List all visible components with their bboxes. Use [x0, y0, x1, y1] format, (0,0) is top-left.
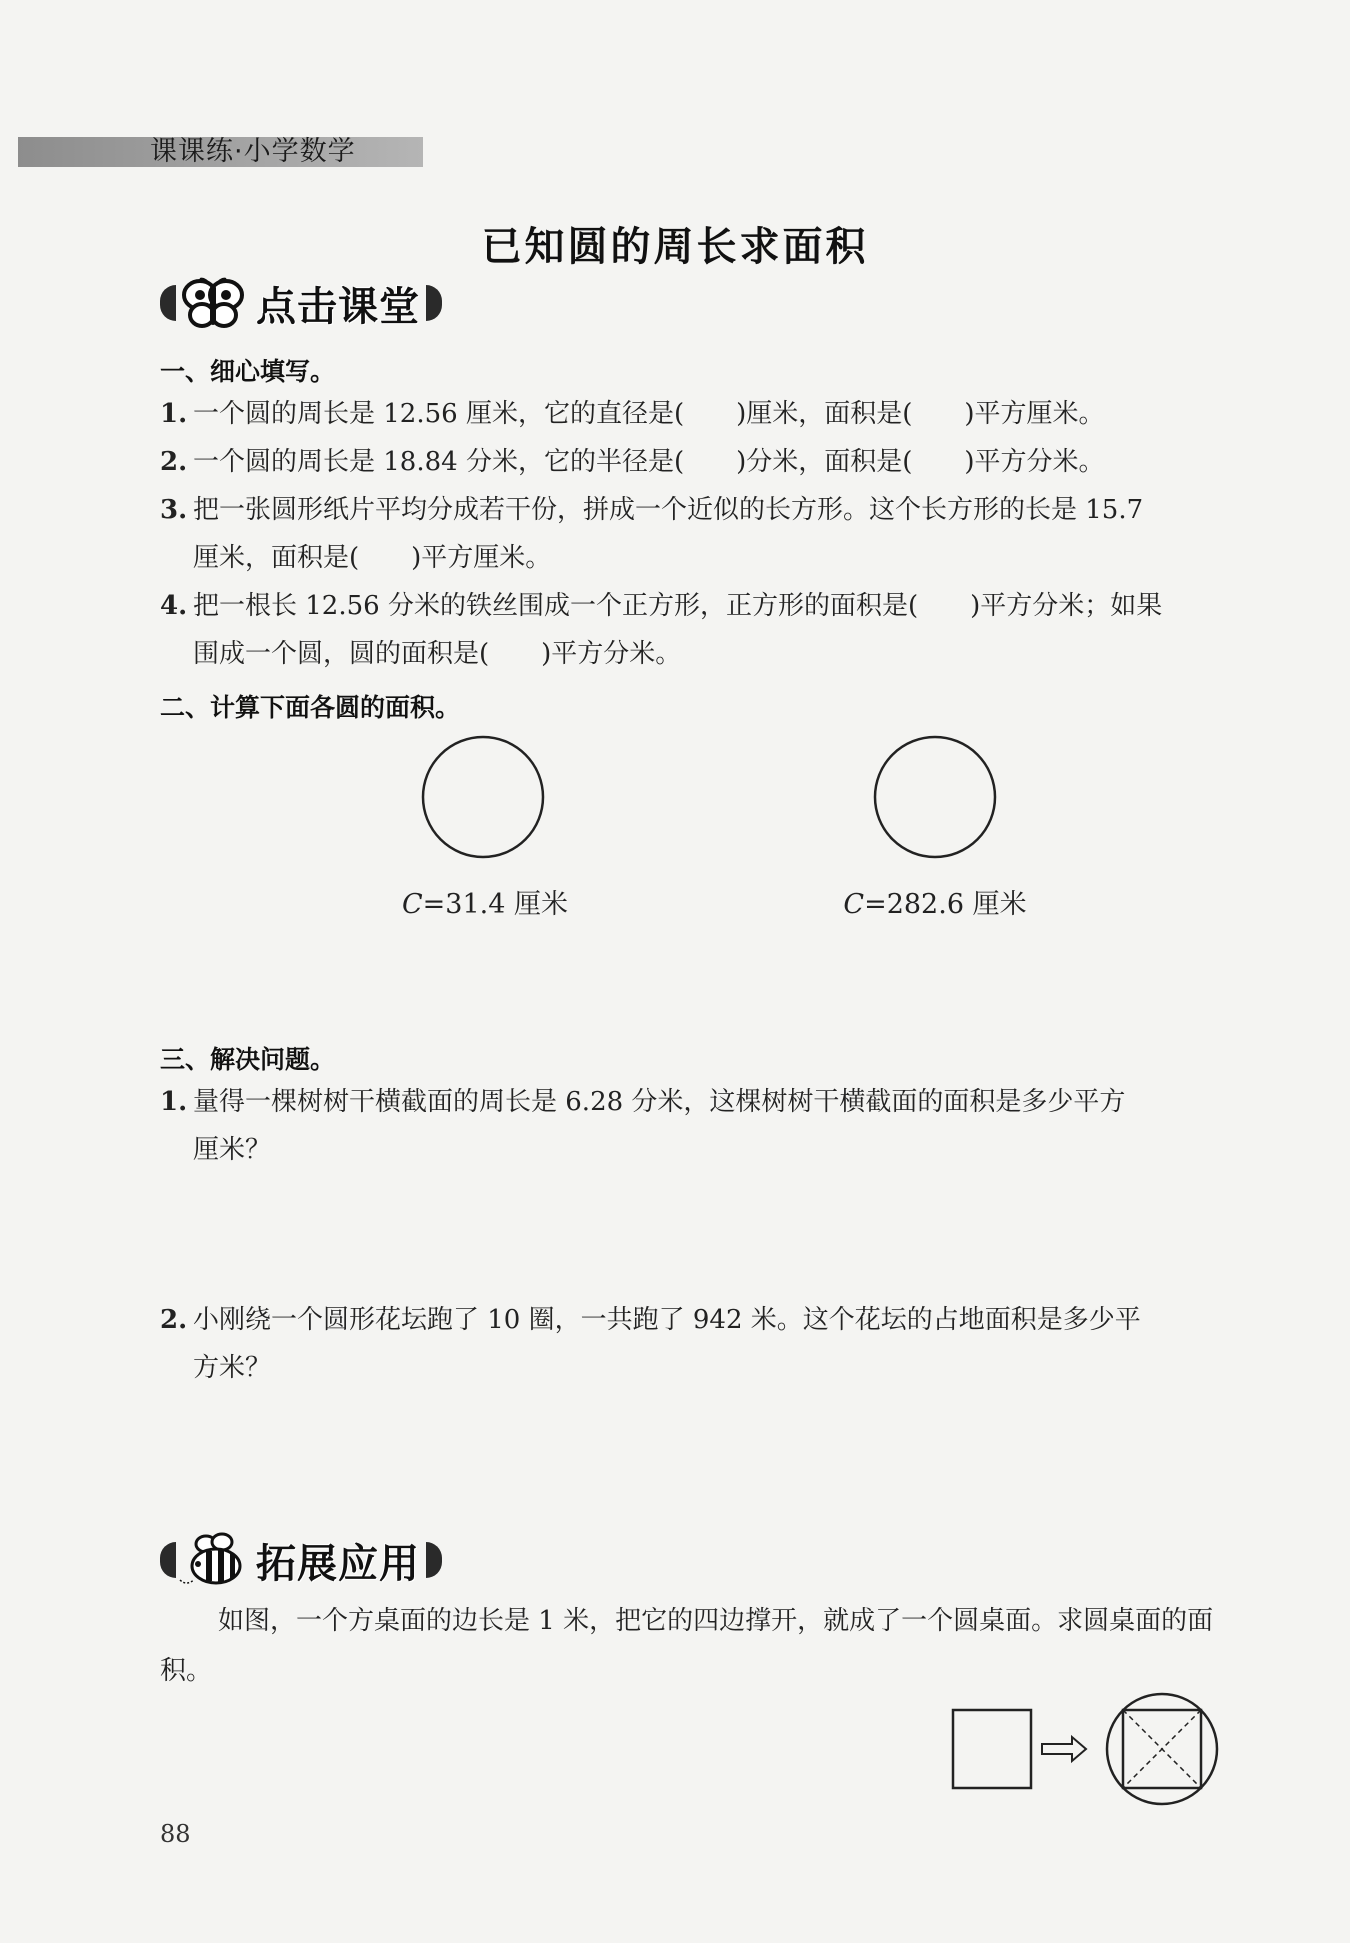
circumference-value: =31.4 厘米: [422, 889, 568, 920]
circle-figure-2: [872, 734, 998, 860]
question-text-cont: 围成一个圆，圆的面积是( )平方分米。: [193, 639, 682, 669]
section-3-heading: 三、解决问题。: [160, 1045, 336, 1074]
question-text: 把一张圆形纸片平均分成若干份，拼成一个近似的长方形。这个长方形的长是 15.7: [193, 495, 1144, 525]
badge-cap-left: [160, 1542, 176, 1578]
arrow-right-icon: [1042, 1737, 1086, 1761]
question-1-2: [160, 438, 1222, 486]
question-text-cont: 厘米，面积是( )平方厘米。: [193, 543, 552, 573]
square-table: [953, 1710, 1031, 1788]
question-3-2: [160, 1296, 1222, 1392]
circle-caption-1: [335, 882, 635, 921]
section-2-heading: 二、计算下面各圆的面积。: [160, 693, 461, 722]
question-number: 2.: [160, 447, 188, 477]
extend-problem-text: 如图，一个方桌面的边长是 1 米，把它的四边撑开，就成了一个圆桌面。求圆桌面的面积。: [160, 1606, 1214, 1686]
question-text: 小刚绕一个圆形花坛跑了 10 圈，一共跑了 942 米。这个花坛的占地面积是多少平: [193, 1305, 1141, 1335]
question-text: 量得一棵树树干横截面的周长是 6.28 分米，这棵树树干横截面的面积是多少平方: [193, 1087, 1126, 1117]
page-number: 88: [160, 1820, 191, 1848]
question-number: 1.: [160, 399, 188, 429]
circumference-value: =282.6 厘米: [864, 889, 1027, 920]
question-text: 把一根长 12.56 分米的铁丝围成一个正方形，正方形的面积是( )平方分米；如果: [193, 591, 1163, 621]
badge-cap-right: [426, 285, 442, 321]
question-number: 3.: [160, 495, 188, 525]
question-number: 1.: [160, 1087, 188, 1117]
badge-extended-application: [160, 1532, 442, 1588]
question-number: 4.: [160, 591, 188, 621]
page-title: 已知圆的周长求面积: [481, 224, 869, 270]
badge-cap-left: [160, 285, 176, 321]
question-number: 2.: [160, 1305, 188, 1335]
bee-icon: [176, 1532, 250, 1588]
series-header: 课课练·小学数学: [150, 136, 356, 167]
badge-label: 拓展应用: [256, 1540, 420, 1587]
circle-caption-2: [785, 882, 1085, 921]
badge-cap-right: [426, 1542, 442, 1578]
question-text-cont: 方米？: [193, 1353, 272, 1383]
butterfly-icon: [176, 275, 250, 331]
question-1-3: [160, 486, 1222, 582]
square-to-circle-diagram: [948, 1690, 1223, 1820]
section-1-heading: 一、细心填写。: [160, 357, 336, 386]
question-text: 一个圆的周长是 12.56 厘米，它的直径是( )厘米，面积是( )平方厘米。: [193, 399, 1105, 429]
question-text-cont: 厘米？: [193, 1135, 272, 1165]
circumference-var: C: [402, 889, 423, 920]
question-1-4: [160, 582, 1222, 678]
badge-label: 点击课堂: [256, 283, 420, 330]
badge-click-classroom: [160, 275, 442, 331]
circle-figure-1: [420, 734, 546, 860]
circumference-var: C: [843, 889, 865, 920]
question-3-1: [160, 1078, 1222, 1174]
question-1-1: [160, 390, 1222, 438]
question-text: 一个圆的周长是 18.84 分米，它的半径是( )分米，面积是( )平方分米。: [193, 447, 1105, 477]
